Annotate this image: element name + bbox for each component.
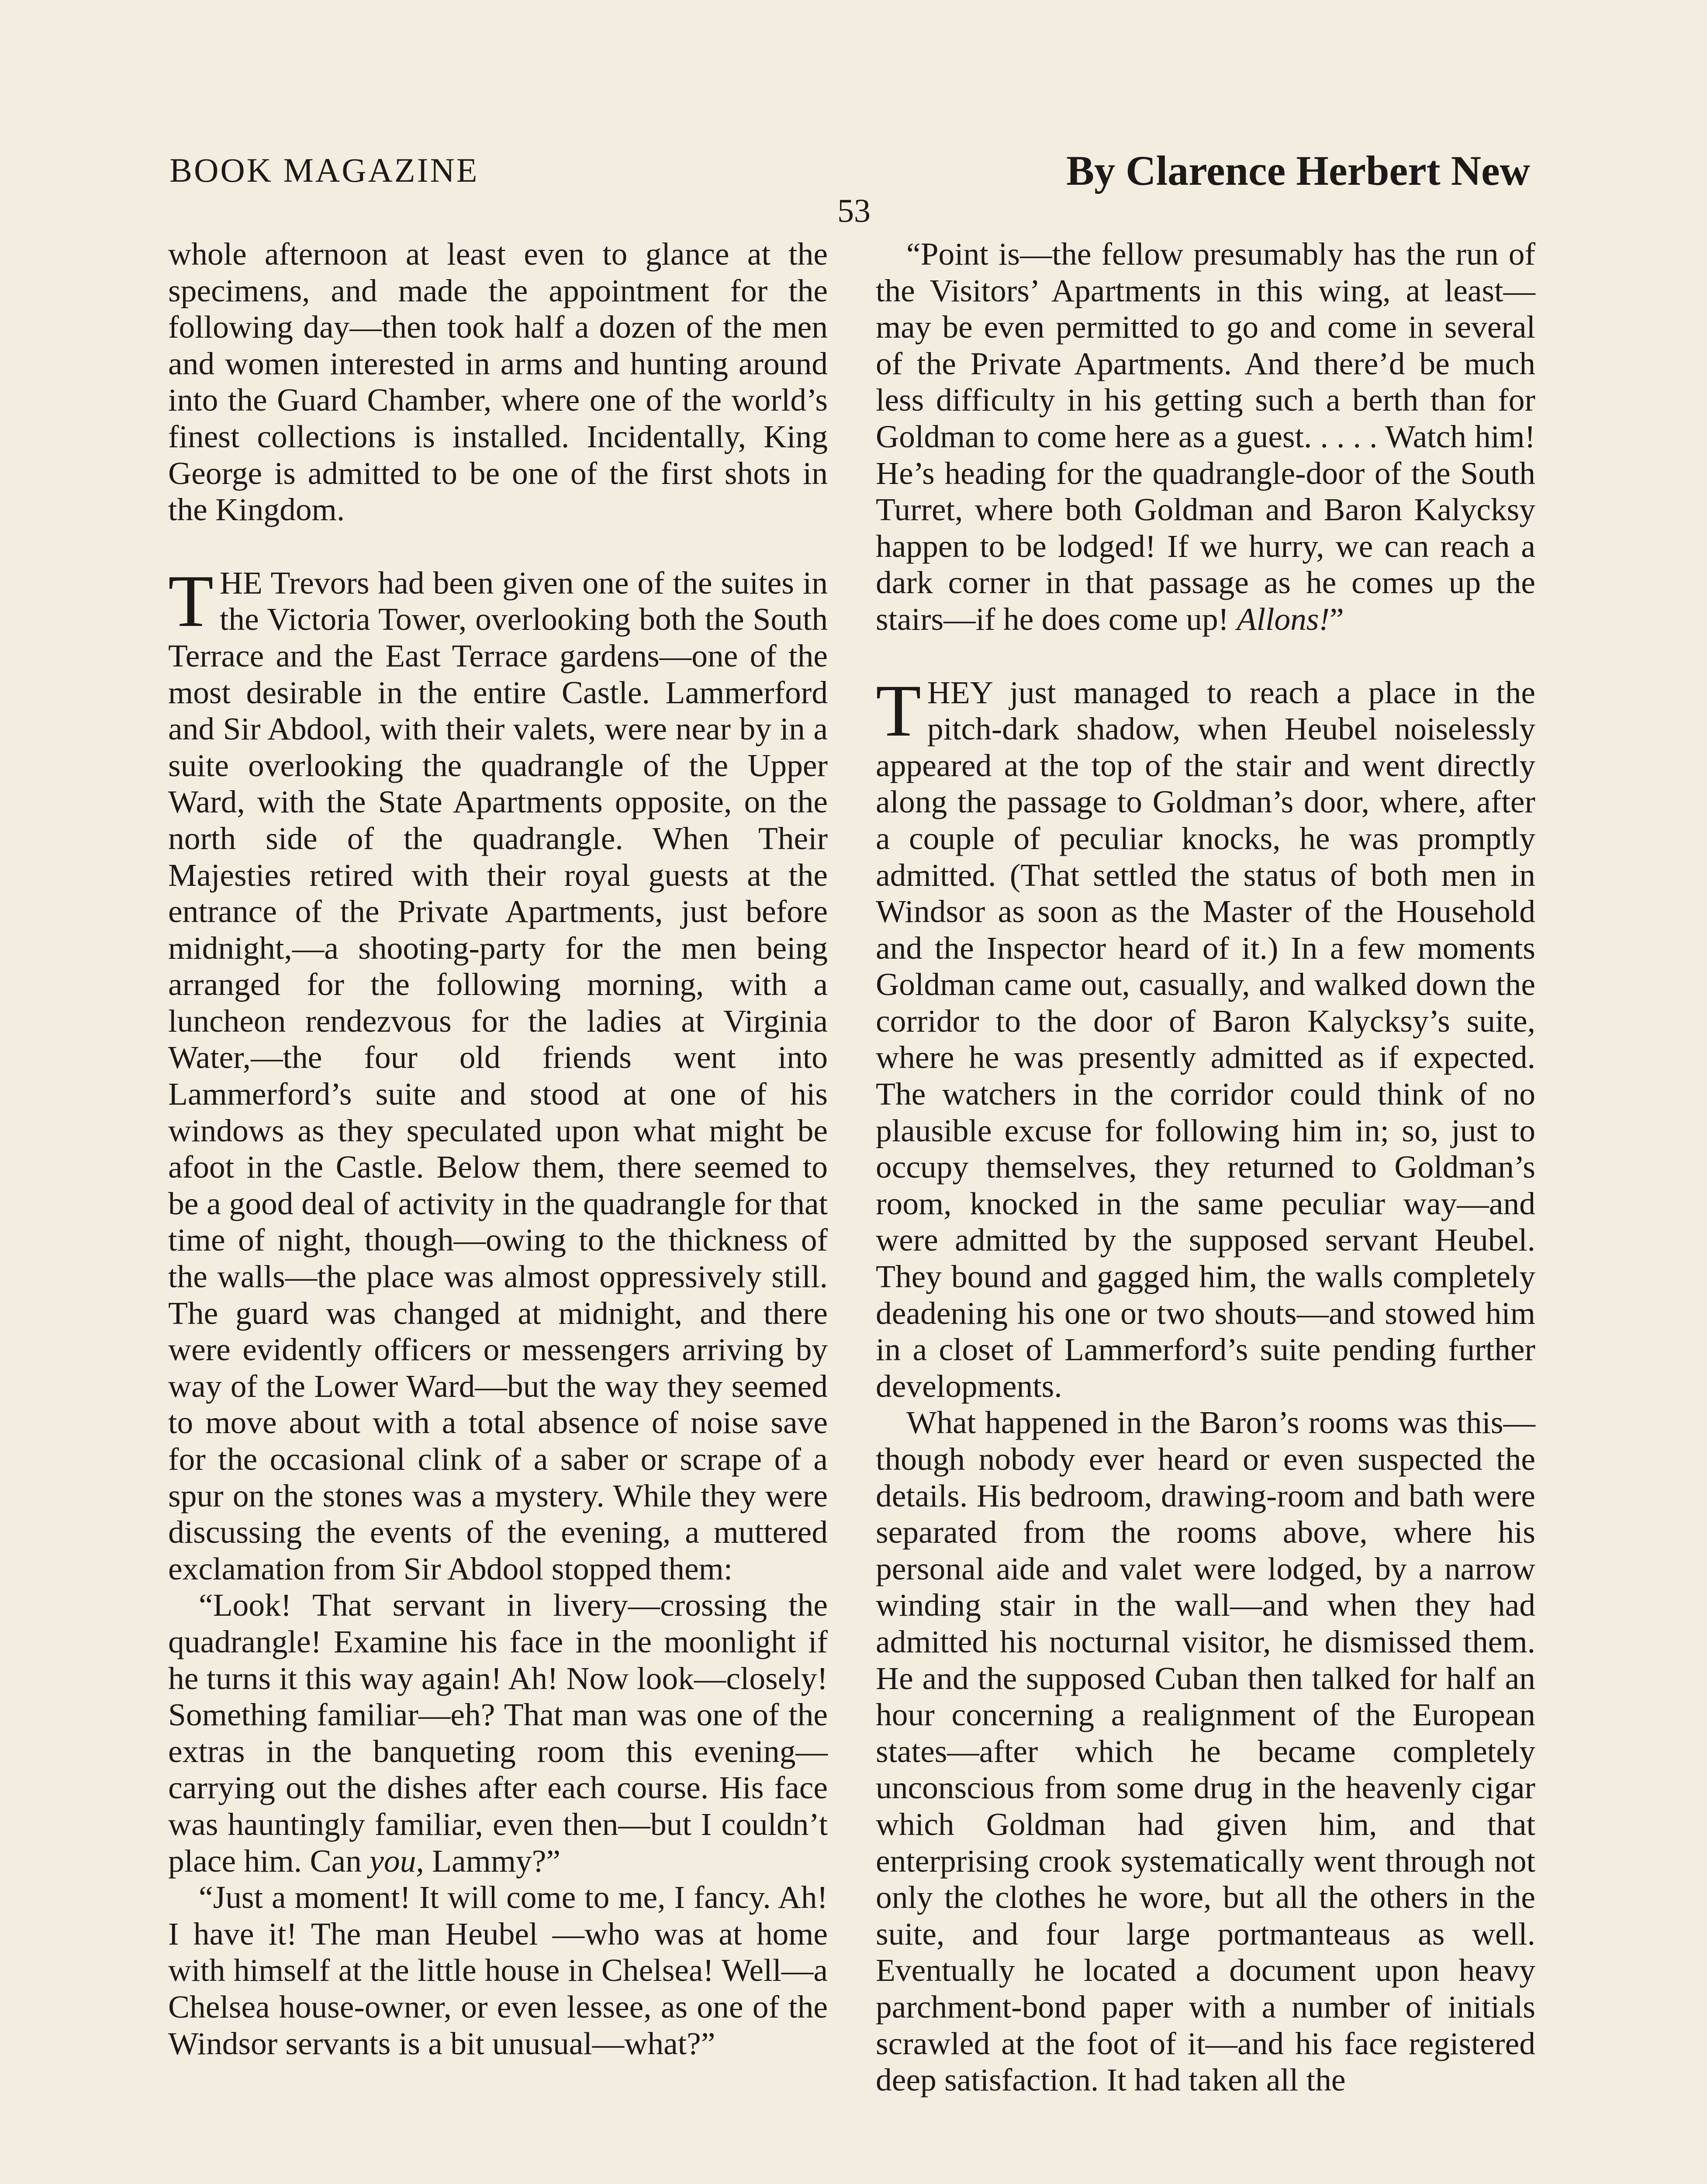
right-paragraph-1 <box>876 236 1535 638</box>
drop-cap: T <box>876 669 921 752</box>
page-number: 53 <box>837 193 871 229</box>
right-paragraph-2 <box>876 669 1535 1405</box>
left-paragraph-3-italic: you, <box>370 1843 424 1879</box>
left-paragraph-3-text-a: “Look! That servant in livery—crossing the quadrangle! Examine his face in the moonlight if he turns it this way again! Ah! Now look—closely! Something familiar—eh? That man was one of the extras in the banqueting room this evening—carrying out the dishes after each course. His face was hauntingly familiar, even then—but I couldn’t place him. Can <box>168 1587 828 1879</box>
author-byline: By Clarence Herbert New <box>1066 147 1530 194</box>
right-paragraph-3: What happened in the Baron’s rooms was this—though nobody ever heard or even suspected the details. His bedroom, drawing-room and bath were separated from the rooms above, where his personal aide and valet were lodged, by a narrow winding stair in the wall—and when they had admitted his nocturnal visitor, he dismissed them. He and the supposed Cuban then talked for half an hour concerning a realignment of the European states—after which he became completely unconscious from some drug in the heavenly cigar which Goldman had given him, and that enterprising crook systematically went through not only the clothes he wore, but all the others in the suite, and four large portmanteaus as well. Eventually he located a document upon heavy parchment-bond paper with a number of initials scrawled at the foot of it—and his face registered deep satisfaction. It had taken all the <box>876 1405 1535 2098</box>
left-paragraph-3 <box>168 1587 828 1879</box>
left-column <box>168 236 828 2062</box>
right-paragraph-1-text-a: “Point is—the fellow presumably has the run of the Visitors’ Apartments in this wing, at least—may be even permitted to go and come in several of the Private Apartments. And there’d be much less difficulty in his getting such a berth than for Goldman to come here as a guest. . . . . Watch him! He’s heading for the quadrangle-door of the South Turret, where both Goldman and Baron Kalycksy happen to be lodged! If we hurry, we can reach a dark corner in that passage as he comes up the stairs—if he does come up! <box>876 236 1535 637</box>
right-paragraph-2-text: HEY just managed to reach a place in the pitch-dark shadow, when Heubel noiselessly appeared at the top of the stair and went directly along the passage to Goldman’s door, where, after a couple of peculiar knocks, he was promptly admitted. (That settled the status of both men in Windsor as soon as the Master of the Household and the Inspector heard of it.) In a few moments Goldman came out, casually, and walked down the corridor to the door of Baron Kalycksy’s suite, where he was presently admitted as if expected. The watchers in the corridor could think of no plausible excuse for following him in; so, just to occupy themselves, they returned to Goldman’s room, knocked in the same peculiar way—and were admitted by the supposed servant Heubel. They bound and gagged him, the walls completely deadening his one or two shouts—and stowed him in a closet of Lammerford’s suite pending further developments. <box>876 674 1535 1404</box>
right-paragraph-1-italic: Allons! <box>1237 601 1330 637</box>
drop-cap: T <box>168 560 214 642</box>
left-paragraph-4: “Just a moment! It will come to me, I fancy. Ah! I have it! The man Heubel —who was at home with himself at the little house in Chelsea! Well—a Chelsea house-owner, or even lessee, as one of the Windsor servants is a bit unusual—what?” <box>168 1880 828 2061</box>
left-paragraph-1: whole afternoon at least even to glance at the specimens, and made the appointment for the following day—then took half a dozen of the men and women interested in arms and hunting around into the Guard Chamber, where one of the world’s finest collections is installed. Incidentally, King George is admitted to be one of the first shots in the Kingdom. <box>168 236 828 528</box>
left-paragraph-3-text-b: Lammy?” <box>424 1843 561 1879</box>
publication-name: BOOK MAGAZINE <box>169 151 479 189</box>
left-paragraph-2 <box>168 560 828 1587</box>
right-paragraph-1-text-b: ” <box>1330 601 1344 637</box>
left-paragraph-2-text: HE Trevors had been given one of the suites in the Victoria Tower, overlooking both the South Terrace and the East Terrace gardens—one of the most desirable in the entire Castle. Lammerford and Sir Abdool, with their valets, were near by in a suite overlooking the quadrangle of the Upper Ward, with the State Apartments opposite, on the north side of the quadrangle. When Their Majesties retired with their royal guests at the entrance of the Private Apartments, just before midnight,—a shooting-party for the men being arranged for the following morning, with a luncheon rendezvous for the ladies at Virginia Water,—the four old friends went into Lammerford’s suite and stood at one of his windows as they speculated upon what might be afoot in the Castle. Below them, there seemed to be a good deal of activity in the quadrangle for that time of night, though—owing to the thickness of the walls—the place was almost oppressively still. The guard was changed at midnight, and there were evidently officers or messengers arriving by way of the Lower Ward—but the way they seemed to move about with a total absence of noise save for the occasional clink of a saber or scrape of a spur on the stones was a mystery. While they were discussing the events of the evening, a muttered exclamation from Sir Abdool stopped them: <box>168 565 828 1586</box>
right-column <box>876 236 1535 2098</box>
